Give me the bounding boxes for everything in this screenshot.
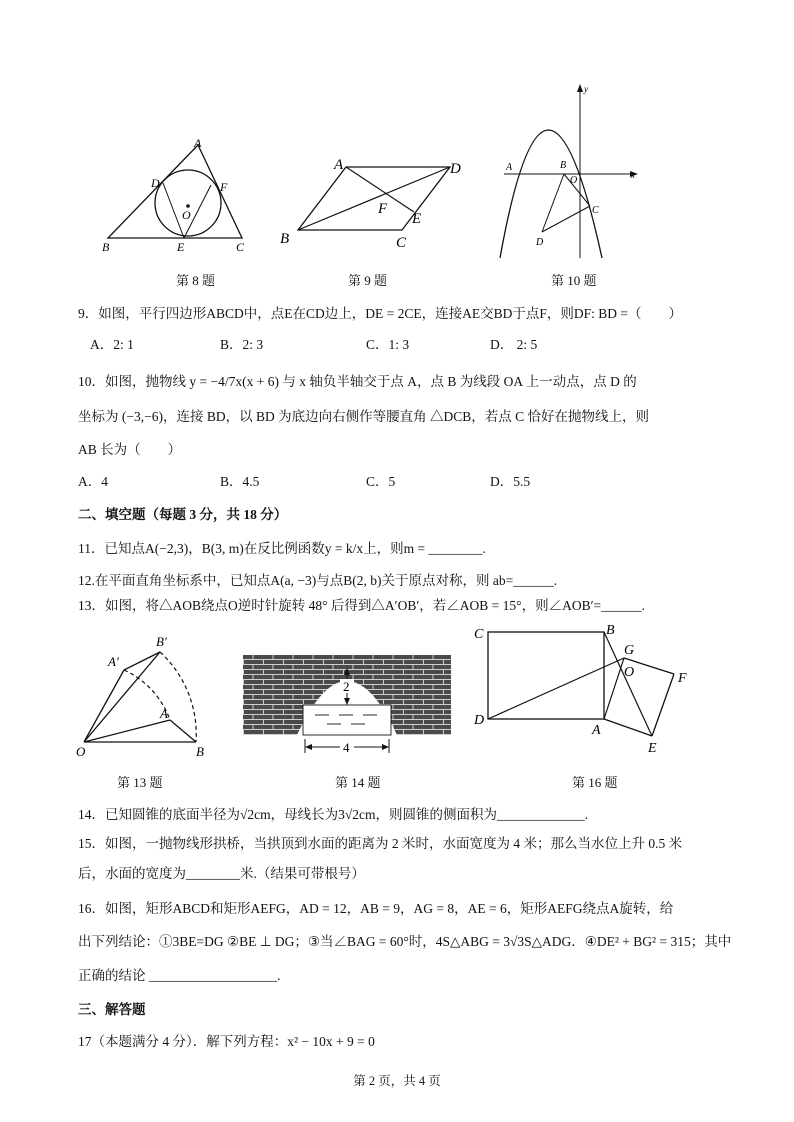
q9-option-b: B．2: 3 xyxy=(220,337,264,352)
fig9-label: A xyxy=(334,157,344,173)
fig10-label: A xyxy=(506,162,513,173)
q10-option-d: D．5.5 xyxy=(490,474,531,489)
figure-8 xyxy=(98,135,258,255)
fig14-label-width: 4 xyxy=(343,740,350,755)
fig8-label: D xyxy=(151,176,160,190)
fig8-label: A xyxy=(194,136,202,150)
question-17-text: 17（本题满分 4 分）．解下列方程：x² − 10x + 9 = 0 xyxy=(78,1034,375,1049)
fig9-label: D xyxy=(450,161,461,177)
fig14-label-height: 2 xyxy=(343,679,350,694)
fig16-label: G xyxy=(624,643,635,658)
question-15-line-1: 15．如图，一抛物线形拱桥，当拱顶到水面的距离为 2 米时，水面宽度为 4 米；那么当水位上升 0.5 米 xyxy=(78,836,683,851)
fig8-label: C xyxy=(236,240,245,254)
fig10-label: C xyxy=(592,205,599,216)
figure-10 xyxy=(498,82,648,262)
figure-16 xyxy=(470,622,700,762)
fig13-label: B′ xyxy=(156,634,167,649)
fig8-label: F xyxy=(220,180,228,194)
question-16-line-3: 正确的结论 ___________________. xyxy=(78,968,281,983)
figure-8-caption: 第 8 题 xyxy=(176,273,216,288)
fig16-label: F xyxy=(678,671,687,686)
fig13-label: B xyxy=(196,744,204,759)
fig13-label: O xyxy=(76,744,86,759)
q10-option-a: A．4 xyxy=(78,474,108,489)
figure-13 xyxy=(72,630,222,760)
figure-13-caption: 第 13 题 xyxy=(117,775,163,790)
figure-9-caption: 第 9 题 xyxy=(348,273,388,288)
fig16-label: B xyxy=(606,623,615,638)
q10-option-c: C．5 xyxy=(366,474,396,489)
fig9-label: F xyxy=(378,201,388,217)
fig10-label: x xyxy=(631,170,635,180)
page-footer: 第 2 页，共 4 页 xyxy=(353,1074,441,1088)
fig13-label: A′ xyxy=(108,654,119,669)
fig10-label: B xyxy=(560,160,567,171)
question-15-line-2: 后，水面的宽度为________米.（结果可带根号） xyxy=(78,866,365,881)
question-16-line-2: 出下列结论：①3BE=DG ②BE ⊥ DG；③当∠BAG = 60°时，4S△ABG = 3√3S△ADG．④DE² + BG² = 315；其中 xyxy=(78,934,732,949)
fig9-label: C xyxy=(396,235,407,251)
question-12-text: 12.在平面直角坐标系中，已知点A(a, −3)与点B(2, b)关于原点对称，则 ab=______. xyxy=(78,573,558,588)
q10-option-b: B．4.5 xyxy=(220,474,260,489)
fig8-label: B xyxy=(102,240,110,254)
fig16-label: E xyxy=(648,741,657,756)
fig10-label: y xyxy=(584,84,588,94)
figure-14 xyxy=(243,655,453,755)
fig8-label: O xyxy=(182,208,191,222)
q9-option-a: A．2: 1 xyxy=(90,337,134,352)
q9-option-d: D． 2: 5 xyxy=(490,337,538,352)
fig13-label: A xyxy=(160,706,168,721)
fig10-label: O xyxy=(570,175,578,186)
fig16-label: C xyxy=(474,627,484,642)
figure-14-caption: 第 14 题 xyxy=(335,775,381,790)
question-10-line-2: 坐标为 (−3,−6)，连接 BD，以 BD 为底边向右侧作等腰直角 △DCB，若点 C 恰好在抛物线上，则 xyxy=(78,409,649,424)
question-11-text: 11．已知点A(−2,3)，B(3, m)在反比例函数y = k/x上，则m = ________. xyxy=(78,541,486,556)
question-14-text: 14．已知圆锥的底面半径为√2cm，母线长为3√2cm，则圆锥的侧面积为_____________. xyxy=(78,807,589,822)
figure-10-caption: 第 10 题 xyxy=(551,273,597,288)
question-13-text: 13．如图，将△AOB绕点O逆时针旋转 48° 后得到△A′OB′，若∠AOB = 15°，则∠AOB′=______. xyxy=(78,598,646,613)
fig16-label: D xyxy=(474,713,485,728)
figure-9 xyxy=(278,155,468,255)
fig9-label: B xyxy=(280,231,290,247)
question-10-line-3: AB 长为（ ） xyxy=(78,442,182,457)
question-10-line-1: 10．如图，抛物线 y = −4/7x(x + 6) 与 x 轴负半轴交于点 A，点 B 为线段 OA 上一动点，点 D 的 xyxy=(78,374,637,389)
question-16-line-1: 16．如图，矩形ABCD和矩形AEFG，AD = 12，AB = 9，AG = 8，AE = 6，矩形AEFG绕点A旋转，给 xyxy=(78,901,674,916)
fig8-label: E xyxy=(177,240,185,254)
q9-option-c: C．1: 3 xyxy=(366,337,410,352)
fig9-label: E xyxy=(412,211,422,227)
fig16-label: A xyxy=(592,723,601,738)
fig16-label: O xyxy=(624,665,635,680)
section-3-heading: 三、解答题 xyxy=(78,1002,146,1017)
figure-16-caption: 第 16 题 xyxy=(572,775,618,790)
fig10-label: D xyxy=(536,237,544,248)
section-2-heading: 二、填空题（每题 3 分，共 18 分） xyxy=(78,507,288,522)
question-9-text: 9．如图，平行四边形ABCD中，点E在CD边上，DE = 2CE，连接AE交BD于点F，则DF: BD =（ ） xyxy=(78,306,682,321)
